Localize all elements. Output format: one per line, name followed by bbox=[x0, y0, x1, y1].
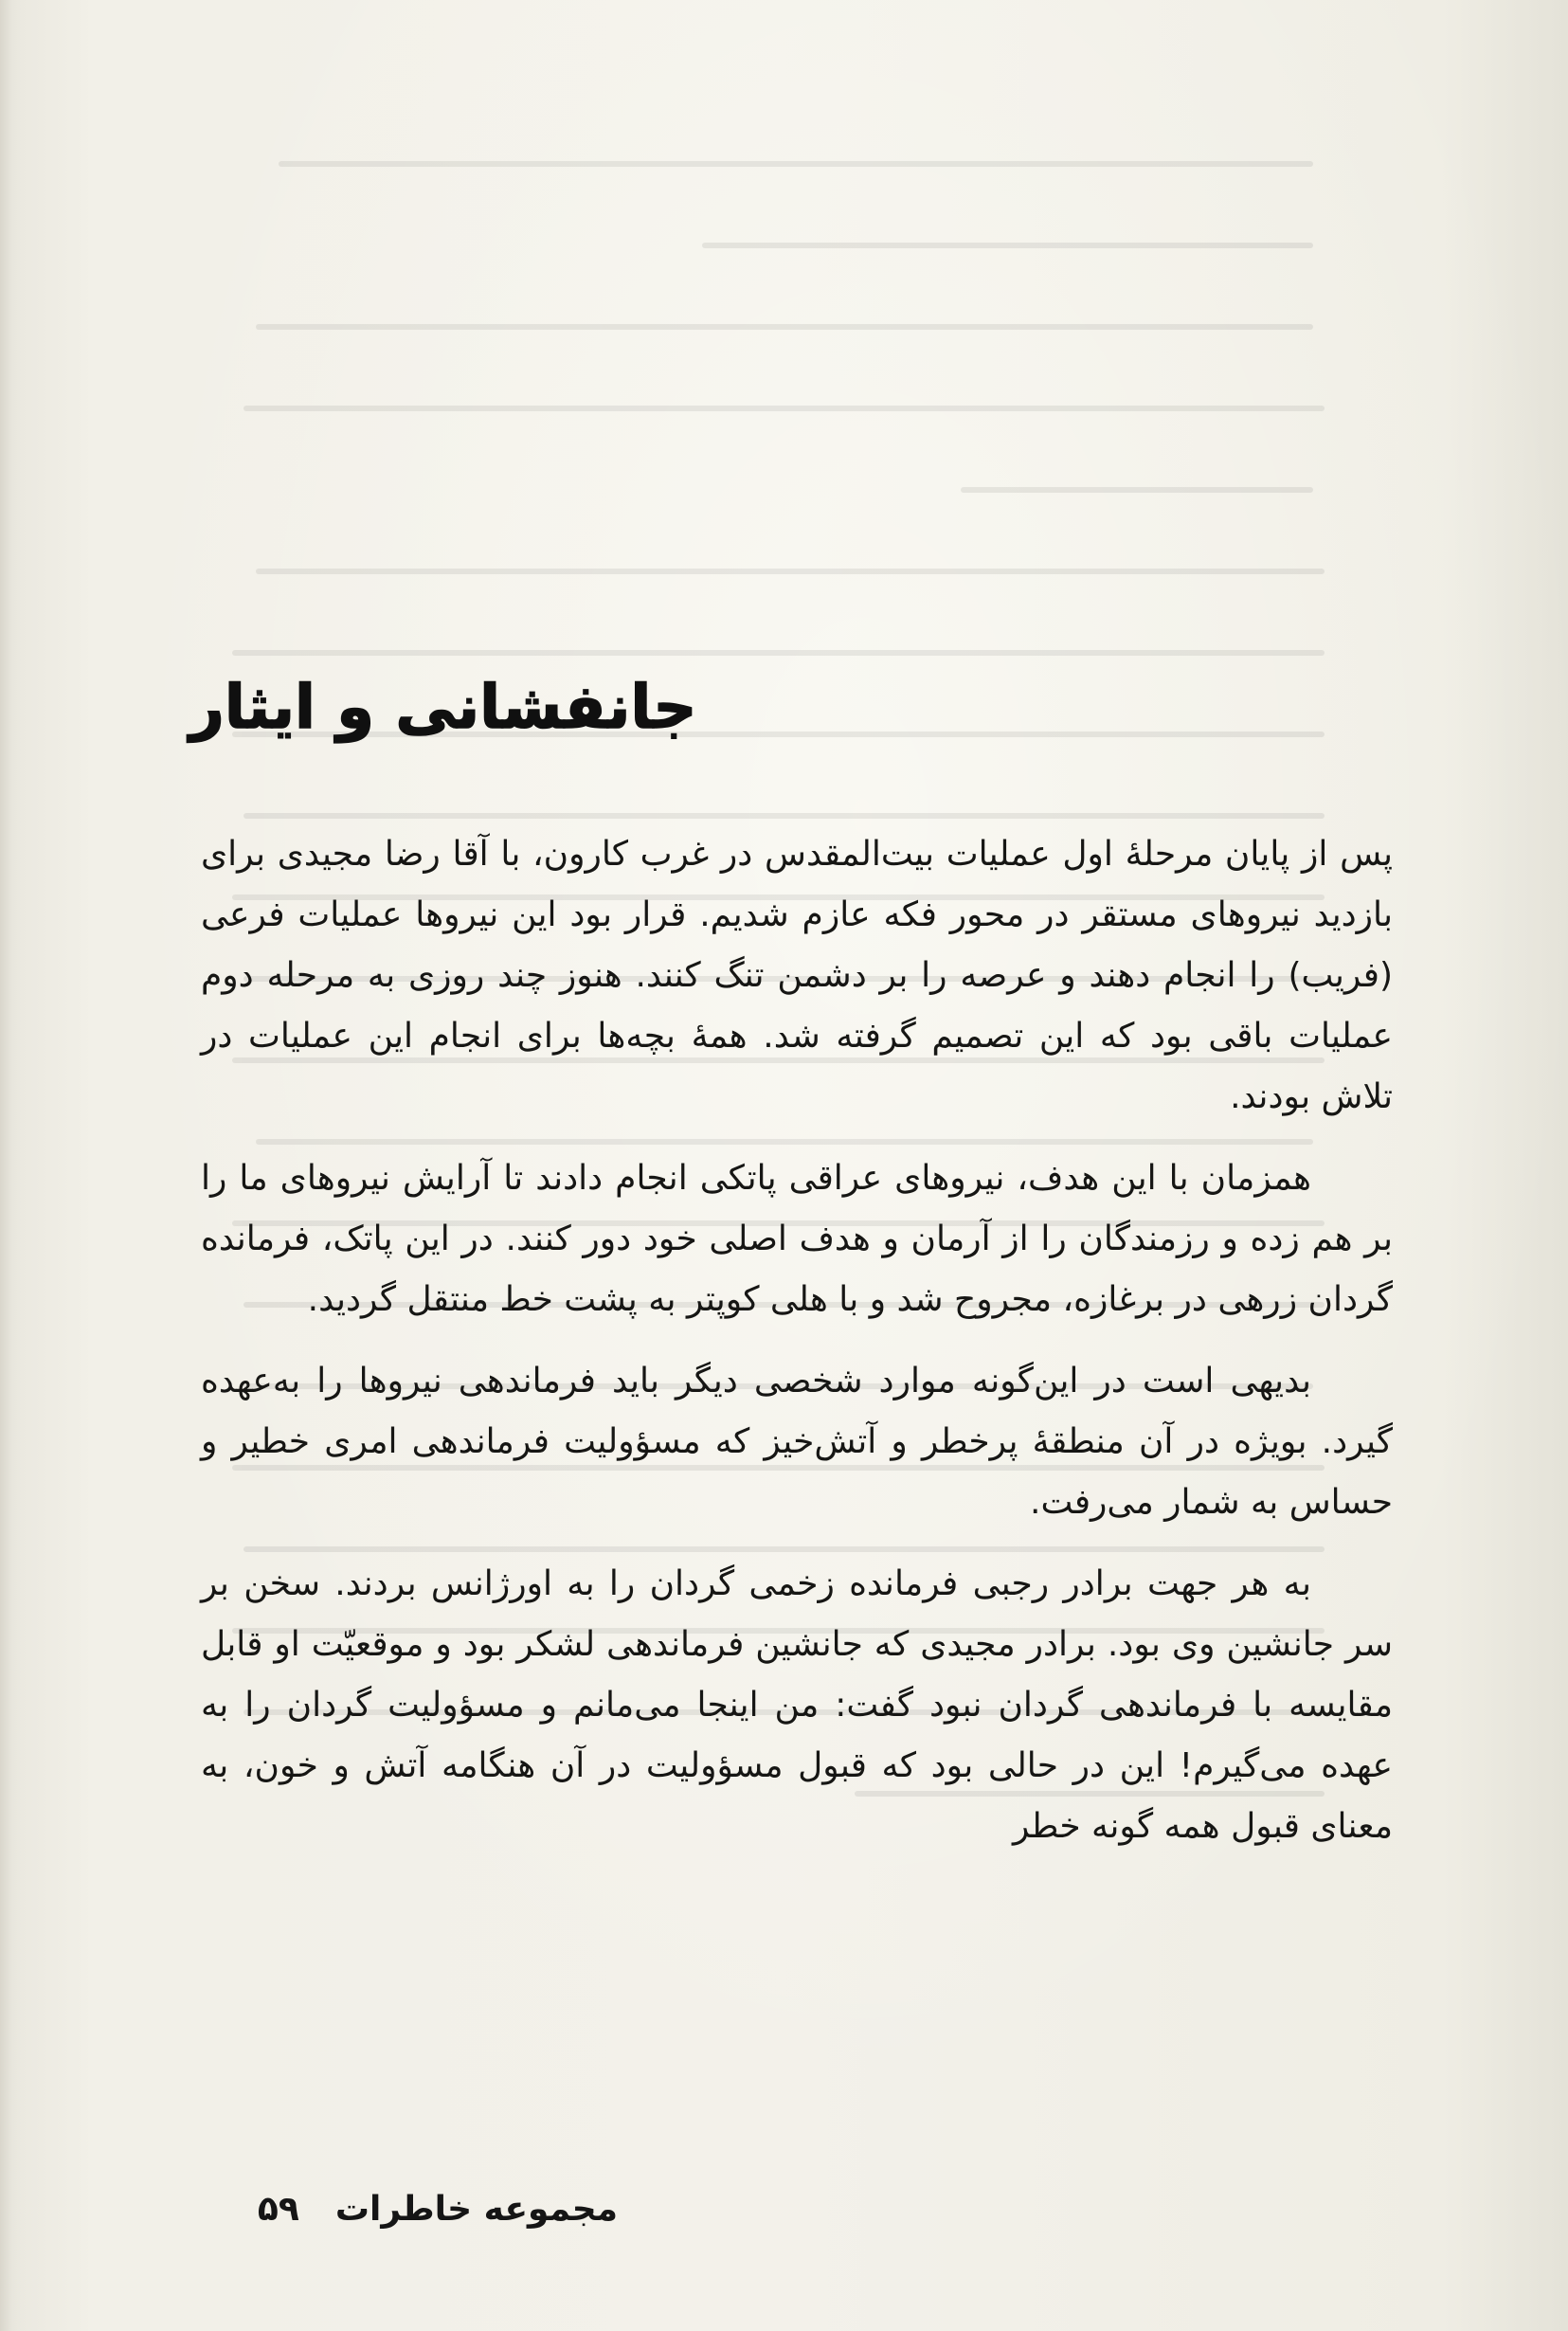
paragraph-2: همزمان با این هدف، نیروهای عراقی پاتکی انجام دادند تا آرایش نیروهای ما را بر هم زده و رزمندگان را از آرمان و هدف اصلی خود دور کنند. در این پاتک، فرمانده گردان زرهی در برغازه، مجروح شد و با هلی کوپتر به پشت خط منتقل گردید. bbox=[201, 1159, 1393, 1319]
page-number: ۵۹ bbox=[257, 2190, 299, 2229]
paragraph-3: بدیهی است در این‌گونه موارد شخصی دیگر باید فرماندهی نیروها را به‌عهده گیرد. بویژه در آن منطقهٔ پرخطر و آتش‌خیز که مسؤولیت فرماندهی امری خطیر و حساس به شمار می‌رفت. bbox=[201, 1362, 1393, 1522]
page-binding-edge bbox=[0, 0, 21, 2331]
footer-book-title: مجموعه خاطرات bbox=[334, 2190, 618, 2229]
page-footer bbox=[220, 2185, 618, 2234]
body-text bbox=[201, 824, 1393, 1878]
paragraph-1: پس از پایان مرحلهٔ اول عملیات بیت‌المقدس در غرب کارون، با آقا رضا مجیدی برای بازدید نیروهای مستقر در محور فکه عازم شدیم. قرار بود این نیروها عملیات فرعی (فریب) را انجام دهند و عرصه را بر دشمن تنگ کنند. هنوز چند روزی به مرحله دوم عملیات باقی بود که این تصمیم گرفته شد. همهٔ بچه‌ها برای انجام این عملیات در تلاش بودند. bbox=[201, 835, 1393, 1116]
chapter-title-text: جانفشانی و ایثار bbox=[189, 673, 697, 743]
chapter-title bbox=[189, 668, 796, 748]
paragraph-4: به هر جهت برادر رجبی فرمانده زخمی گردان را به اورژانس بردند. سخن بر سر جانشین وی بود. برادر مجیدی که جانشین فرماندهی لشکر بود و موقعیّت او قابل مقایسه با فرماندهی گردان نبود گفت: من اینجا می‌مانم و مسؤولیت گردان را به عهده می‌گیرم! این در حالی بود که قبول مسؤولیت در آن هنگامه آتش و خون، به معنای قبول همه گونه خطر bbox=[201, 1564, 1393, 1846]
